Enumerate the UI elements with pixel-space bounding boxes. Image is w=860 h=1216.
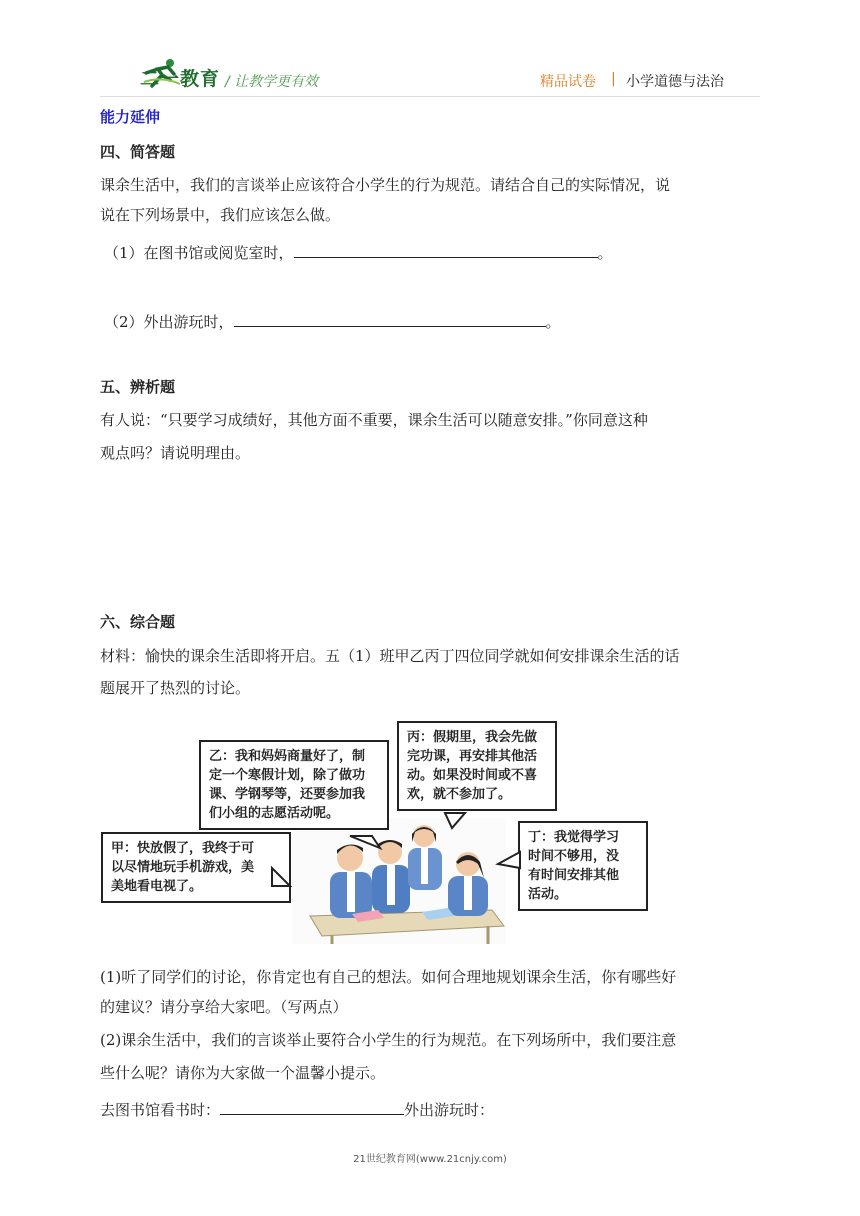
bubble-ding-line: 时间不够用，没: [528, 849, 620, 864]
bubble-yi-line: 定一个寒假计划，除了做功: [209, 768, 366, 783]
bubble-jia-line: 美地看电视了。: [111, 879, 203, 894]
bubble-ding-line: 丁：我觉得学习: [528, 830, 620, 845]
section6-material-line2: 题展开了热烈的讨论。: [100, 679, 251, 697]
answer-blank-library[interactable]: [220, 1098, 404, 1115]
section4-q1-end: 。: [597, 244, 613, 262]
header-label: 精品试卷: [540, 74, 596, 90]
section4-q1-text: （1）在图书馆或阅览室时，: [104, 244, 294, 262]
bubble-yi-line: 课、学钢琴等，还要参加我: [209, 787, 366, 802]
footer: 21世纪教育网(www.21cnjy.com): [353, 1154, 507, 1165]
outing-label: 外出游玩时：: [404, 1101, 495, 1119]
bubble-bing-line: 完功课，再安排其他活: [407, 749, 538, 764]
section6-q2-line2: 些什么呢？请你为大家做一个温馨小提示。: [100, 1064, 386, 1082]
bubble-bing-line: 动。如果没时间或不喜: [407, 768, 538, 783]
library-label: 去图书馆看书时：: [100, 1101, 221, 1119]
section4-prompt-line1: 课余生活中，我们的言谈举止应该符合小学生的行为规范。请结合自己的实际情况，说: [100, 176, 671, 194]
bubble-bing-line: 欢，就不参加了。: [407, 787, 512, 802]
section5-title: 五、辨析题: [100, 378, 176, 396]
section5-prompt-line1: 有人说：“只要学习成绩好，其他方面不重要，课余生活可以随意安排。”你同意这种: [100, 411, 648, 429]
section6-q1-line1: (1)听了同学们的讨论，你肯定也有自己的想法。如何合理地规划课余生活，你有哪些好: [100, 968, 677, 986]
header-separator: |: [611, 71, 616, 87]
section6-answer-row: [100, 1095, 762, 1125]
section6-q2-line1: (2)课余生活中，我们的言谈举止要符合小学生的行为规范。在下列场所中，我们要注意: [100, 1031, 677, 1049]
section6-q1-line2: 的建议？请分享给大家吧。（写两点）: [100, 998, 348, 1016]
section4-q2-end: 。: [545, 313, 561, 331]
extension-title: 能力延伸: [100, 108, 161, 126]
slogan: / 让教学更有效: [225, 74, 319, 90]
section5-prompt-line2: 观点吗？请说明理由。: [100, 444, 251, 462]
bubble-ding-line: 有时间安排其他: [528, 868, 620, 883]
section4-prompt-line2: 说在下列场景中，我们应该怎么做。: [100, 206, 341, 224]
bubble-yi-line: 乙：我和妈妈商量好了，制: [209, 749, 366, 764]
section4-title: 四、简答题: [100, 143, 176, 161]
bubble-yi-line: 们小组的志愿活动呢。: [209, 806, 340, 821]
logo-text: 二一教育: [140, 68, 221, 90]
bubble-bing-line: 丙：假期里，我会先做: [407, 730, 538, 745]
section6-material-line1: 材料：愉快的课余生活即将开启。五（1）班甲乙丙丁四位同学就如何安排课余生活的话: [100, 647, 680, 665]
bubble-jia-line: 甲：快放假了，我终于可: [111, 841, 255, 856]
header-subject: 小学道德与法治: [626, 74, 724, 90]
section4-q2-text: （2）外出游玩时，: [104, 313, 234, 331]
section6-title: 六、综合题: [100, 613, 176, 631]
bubble-jia-line: 以尽情地玩手机游戏，美: [111, 860, 255, 875]
bubble-ding-line: 活动。: [528, 887, 568, 902]
